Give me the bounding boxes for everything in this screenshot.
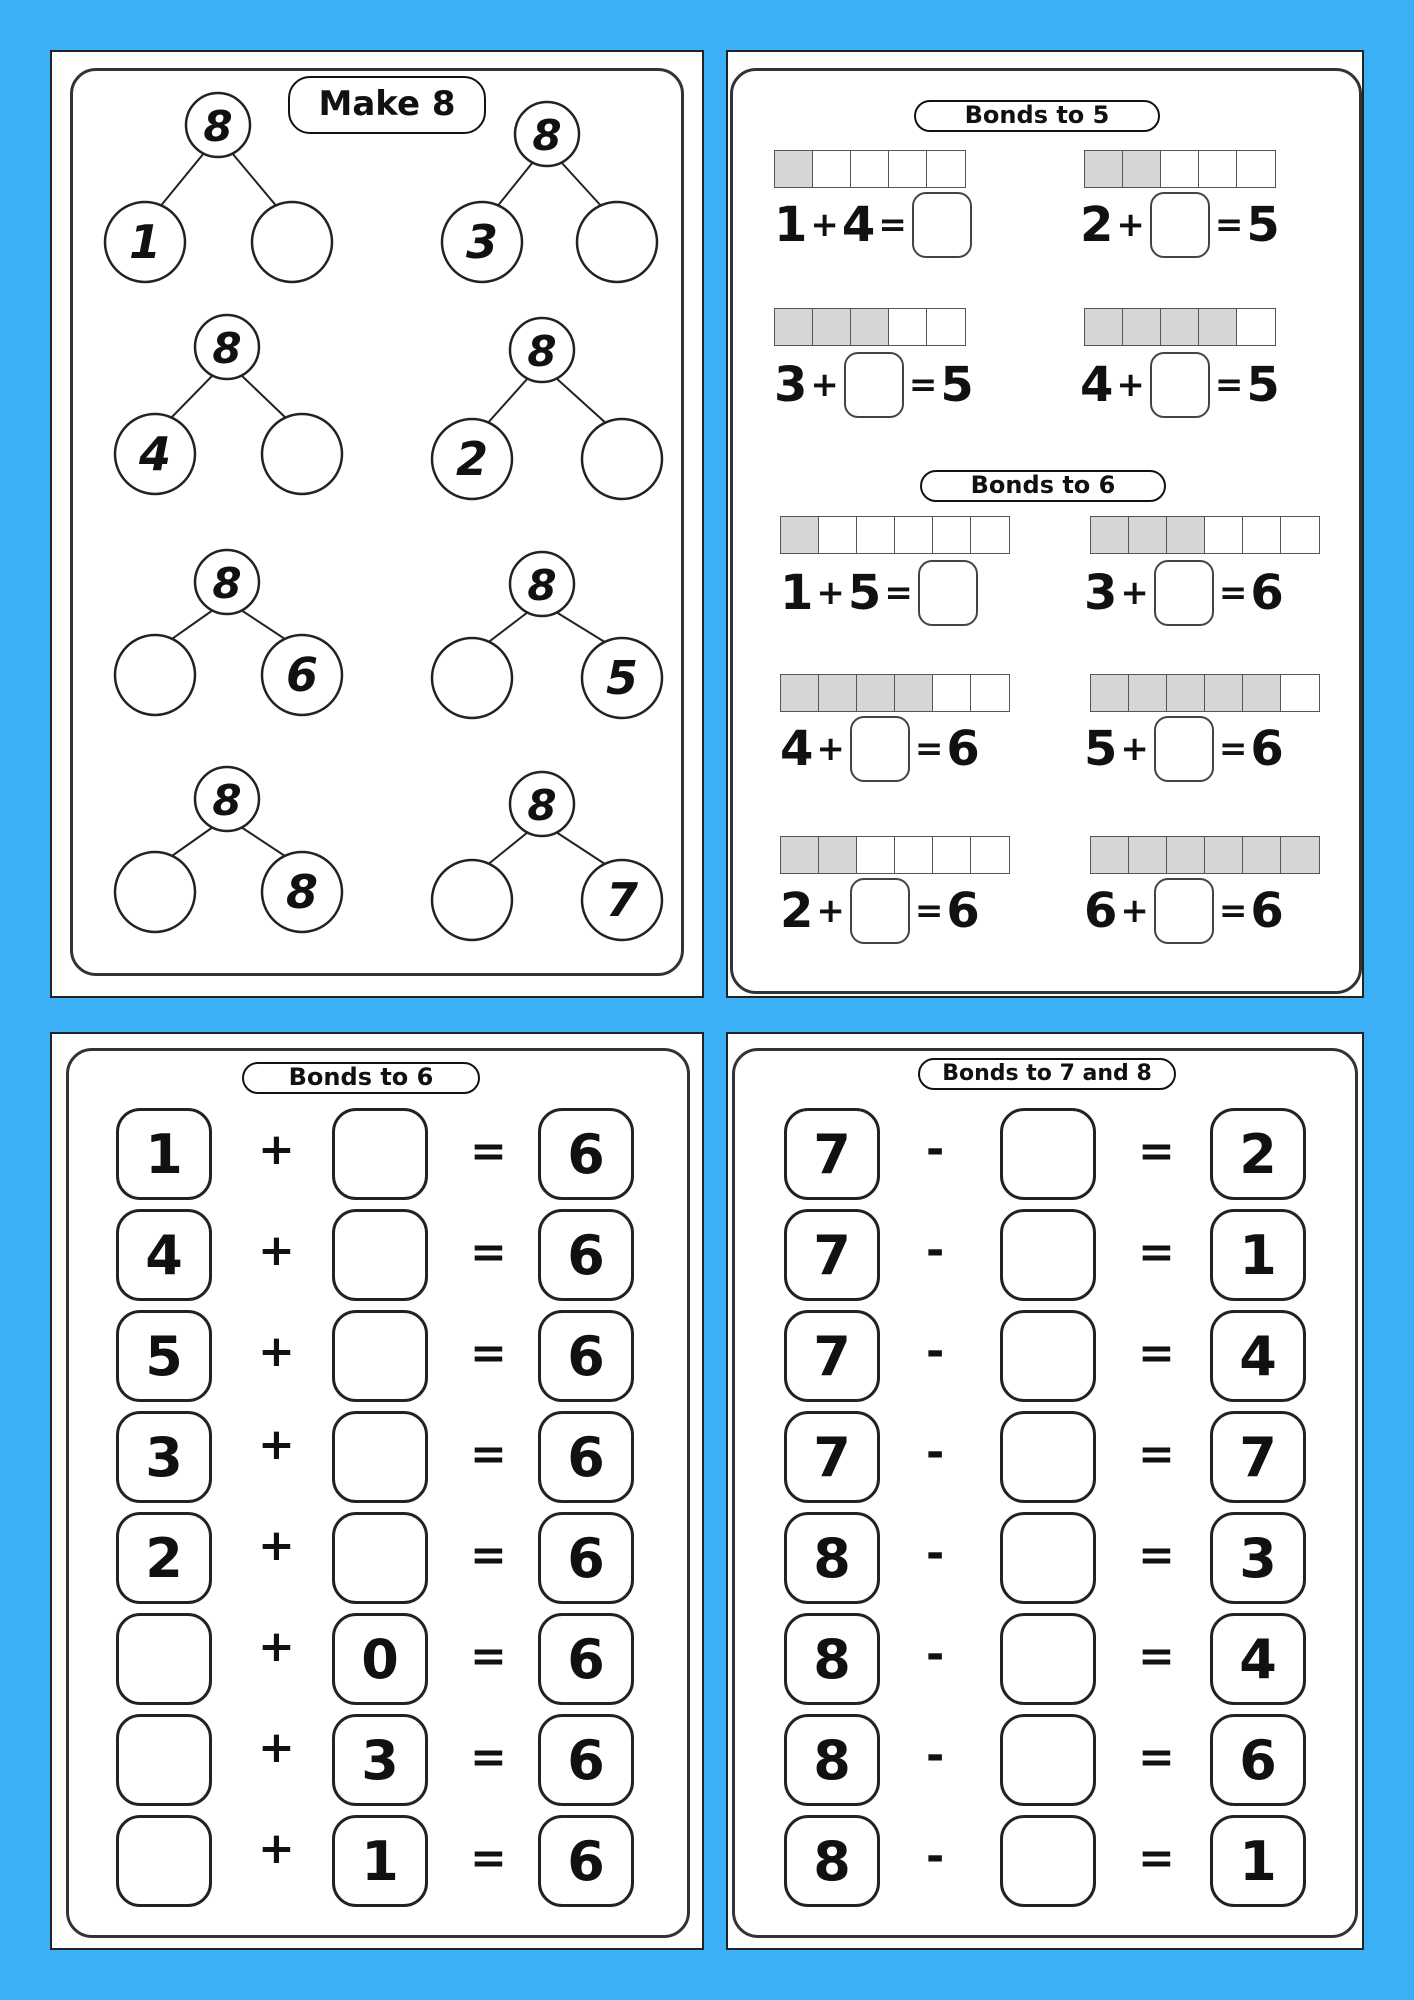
result-box: 6	[538, 1714, 634, 1806]
number-box: 0	[332, 1613, 428, 1705]
filled-cell	[1091, 837, 1129, 873]
bond-line	[241, 610, 288, 641]
whole-circle-number: 8	[527, 327, 557, 376]
minus-sign: -	[926, 1427, 945, 1478]
part-circle-right-number: 7	[605, 873, 639, 927]
addend-a: 1	[780, 565, 814, 621]
minus-sign: -	[926, 1326, 945, 1377]
equals-sign: =	[1218, 891, 1248, 931]
bond-line	[486, 612, 528, 644]
filled-cell	[1281, 837, 1319, 873]
section-title-bonds-5: Bonds to 5	[914, 100, 1160, 132]
filled-cell	[1091, 675, 1129, 711]
plus-sign: +	[1116, 205, 1145, 245]
addend-a: 4	[780, 721, 814, 777]
equals-sign: =	[1138, 1833, 1175, 1884]
equals-sign: =	[1138, 1227, 1175, 1278]
part-circle-left	[432, 638, 512, 718]
filled-cell	[1129, 517, 1167, 553]
equals-sign: =	[1138, 1126, 1175, 1177]
plus-sign: +	[816, 891, 845, 931]
sum: 5	[1246, 357, 1280, 413]
part-circle-left-number: 3	[465, 215, 499, 269]
number-box: 4	[116, 1209, 212, 1301]
plus-sign: +	[816, 729, 845, 769]
number-bond-tree	[115, 315, 342, 494]
equation	[1084, 560, 1284, 626]
sum: 6	[946, 721, 980, 777]
number-bond-trees	[52, 52, 706, 1000]
bond-line	[169, 610, 213, 641]
answer-box[interactable]	[1000, 1714, 1096, 1806]
equation	[1084, 878, 1284, 944]
equals-sign: =	[470, 1328, 507, 1379]
number-box: 1	[116, 1108, 212, 1200]
empty-cell	[971, 517, 1009, 553]
filled-cell	[781, 675, 819, 711]
equals-sign: =	[878, 205, 907, 245]
part-circle-left	[115, 852, 195, 932]
empty-cell	[1237, 309, 1275, 345]
bond-line	[241, 375, 288, 420]
result-box: 4	[1210, 1613, 1306, 1705]
equals-sign: =	[914, 729, 944, 769]
answer-box[interactable]	[116, 1714, 212, 1806]
equation	[774, 352, 974, 418]
ten-frame-bar	[780, 836, 1010, 874]
plus-sign: +	[1120, 891, 1149, 931]
bond-line	[169, 827, 213, 858]
filled-cell	[819, 837, 857, 873]
filled-cell	[1085, 309, 1123, 345]
answer-box[interactable]	[1154, 560, 1214, 626]
filled-cell	[1199, 309, 1237, 345]
filled-cell	[895, 675, 933, 711]
sum: 6	[1250, 721, 1284, 777]
result-box: 1	[1210, 1815, 1306, 1907]
empty-cell	[895, 517, 933, 553]
equation	[1084, 716, 1284, 782]
bond-line	[486, 378, 528, 425]
answer-box[interactable]	[332, 1209, 428, 1301]
answer-box[interactable]	[850, 716, 910, 782]
equals-sign: =	[1138, 1429, 1175, 1480]
empty-cell	[889, 309, 927, 345]
result-box: 7	[1210, 1411, 1306, 1503]
part-circle-right-number: 6	[285, 648, 319, 702]
equation-row	[728, 1411, 1362, 1495]
number-box: 3	[116, 1411, 212, 1503]
equation	[1080, 192, 1280, 258]
ten-frame-bar	[1090, 516, 1320, 554]
filled-cell	[819, 675, 857, 711]
part-circle-right	[577, 202, 657, 282]
empty-cell	[1237, 151, 1275, 187]
empty-cell	[819, 517, 857, 553]
part-circle-right	[582, 419, 662, 499]
answer-box[interactable]	[332, 1512, 428, 1604]
filled-cell	[1085, 151, 1123, 187]
minus-sign: -	[926, 1225, 945, 1276]
empty-cell	[933, 517, 971, 553]
number-bond-tree	[432, 552, 662, 718]
part-circle-left-number: 1	[128, 215, 162, 269]
sum: 5	[940, 357, 974, 413]
plus-sign: +	[258, 1722, 295, 1773]
ten-frame-bar	[1084, 308, 1276, 346]
equation-row	[52, 1411, 702, 1495]
result-box: 6	[538, 1512, 634, 1604]
answer-box[interactable]	[332, 1310, 428, 1402]
equation	[780, 560, 980, 626]
equation-row	[52, 1108, 702, 1192]
addend-a: 3	[774, 357, 808, 413]
filled-cell	[781, 517, 819, 553]
number-box: 7	[784, 1108, 880, 1200]
plus-sign: +	[1116, 365, 1145, 405]
plus-sign: +	[258, 1326, 295, 1377]
addend-a: 2	[780, 883, 814, 939]
minus-sign: -	[926, 1629, 945, 1680]
worksheet-bonds-6-boxes	[50, 1032, 704, 1950]
equation-row	[52, 1209, 702, 1293]
filled-cell	[1205, 675, 1243, 711]
result-box: 6	[1210, 1714, 1306, 1806]
equation-row	[52, 1714, 702, 1798]
result-box: 6	[538, 1310, 634, 1402]
equation-row	[728, 1209, 1362, 1293]
part-circle-right	[252, 202, 332, 282]
ten-frame-bar	[774, 308, 966, 346]
filled-cell	[1167, 675, 1205, 711]
equals-sign: =	[908, 365, 938, 405]
number-box: 8	[784, 1613, 880, 1705]
filled-cell	[775, 309, 813, 345]
answer-box[interactable]	[1000, 1815, 1096, 1907]
plus-sign: +	[1120, 573, 1149, 613]
worksheet-make-8	[50, 50, 704, 998]
answer-box[interactable]	[1150, 352, 1210, 418]
section-title-bonds-6: Bonds to 6	[920, 470, 1166, 502]
number-box: 8	[784, 1714, 880, 1806]
filled-cell	[781, 837, 819, 873]
answer-box[interactable]	[332, 1108, 428, 1200]
worksheet-bonds-5-6	[726, 50, 1364, 998]
bond-line	[169, 375, 213, 420]
answer-box[interactable]	[116, 1815, 212, 1907]
number-box: 3	[332, 1714, 428, 1806]
part-circle-left	[115, 635, 195, 715]
sum: 6	[1250, 883, 1284, 939]
equals-sign: =	[1138, 1530, 1175, 1581]
part-circle-left-number: 4	[138, 427, 172, 481]
answer-box[interactable]	[1000, 1512, 1096, 1604]
plus-sign: +	[258, 1621, 295, 1672]
equals-sign: =	[470, 1126, 507, 1177]
result-box: 3	[1210, 1512, 1306, 1604]
minus-sign: -	[926, 1124, 945, 1175]
equals-sign: =	[884, 573, 913, 613]
filled-cell	[1167, 837, 1205, 873]
result-box: 6	[538, 1209, 634, 1301]
addend-a: 5	[1084, 721, 1118, 777]
filled-cell	[1243, 837, 1281, 873]
part-circle-left-number: 2	[455, 432, 489, 486]
equals-sign: =	[1218, 729, 1248, 769]
equals-sign: =	[1218, 573, 1248, 613]
bond-line	[232, 153, 278, 208]
ten-frame-bar	[780, 516, 1010, 554]
worksheet-bonds-7-8	[726, 1032, 1364, 1950]
bond-line	[486, 832, 528, 866]
filled-cell	[1161, 309, 1199, 345]
number-box: 1	[332, 1815, 428, 1907]
equation-row	[52, 1310, 702, 1394]
number-bond-tree	[442, 102, 657, 282]
addend-a: 4	[1080, 357, 1114, 413]
number-box: 2	[116, 1512, 212, 1604]
equation-row	[52, 1512, 702, 1596]
filled-cell	[1123, 151, 1161, 187]
empty-cell	[851, 151, 889, 187]
filled-cell	[813, 309, 851, 345]
result-box: 6	[538, 1815, 634, 1907]
equals-sign: =	[470, 1833, 507, 1884]
plus-sign: +	[816, 573, 845, 613]
addend-b: 5	[847, 565, 882, 621]
equation-row	[52, 1815, 702, 1899]
addend-a: 1	[774, 197, 808, 253]
result-box: 6	[538, 1108, 634, 1200]
empty-cell	[813, 151, 851, 187]
empty-cell	[971, 675, 1009, 711]
filled-cell	[1205, 837, 1243, 873]
filled-cell	[1167, 517, 1205, 553]
number-box: 8	[784, 1512, 880, 1604]
answer-box[interactable]	[912, 192, 972, 258]
whole-circle-number: 8	[212, 776, 242, 825]
filled-cell	[1243, 675, 1281, 711]
equals-sign: =	[470, 1227, 507, 1278]
empty-cell	[889, 151, 927, 187]
equals-sign: =	[1138, 1732, 1175, 1783]
plus-sign: +	[810, 365, 839, 405]
addend-a: 6	[1084, 883, 1118, 939]
filled-cell	[1129, 837, 1167, 873]
answer-box[interactable]	[1000, 1411, 1096, 1503]
bond-line	[496, 162, 533, 208]
result-box: 6	[538, 1613, 634, 1705]
addend-a: 3	[1084, 565, 1118, 621]
answer-box[interactable]	[844, 352, 904, 418]
number-box: 7	[784, 1209, 880, 1301]
equation-row	[728, 1815, 1362, 1899]
addend-a: 2	[1080, 197, 1114, 253]
plus-sign: +	[258, 1520, 295, 1571]
minus-sign: -	[926, 1730, 945, 1781]
number-bond-tree	[432, 772, 662, 940]
equation	[780, 878, 980, 944]
answer-box[interactable]	[1154, 878, 1214, 944]
sum: 5	[1246, 197, 1280, 253]
filled-cell	[1091, 517, 1129, 553]
number-bond-tree	[432, 318, 662, 499]
part-circle-right-number: 5	[605, 651, 639, 705]
whole-circle-number: 8	[527, 561, 557, 610]
empty-cell	[857, 517, 895, 553]
part-circle-right	[262, 414, 342, 494]
addend-b: 4	[841, 197, 876, 253]
answer-box[interactable]	[1150, 192, 1210, 258]
answer-box[interactable]	[1000, 1310, 1096, 1402]
filled-cell	[1123, 309, 1161, 345]
empty-cell	[1281, 517, 1319, 553]
empty-cell	[1161, 151, 1199, 187]
bond-line	[556, 612, 608, 644]
equals-sign: =	[1214, 205, 1244, 245]
plus-sign: +	[810, 205, 839, 245]
bond-line	[556, 378, 608, 425]
empty-cell	[895, 837, 933, 873]
part-circle-right-number: 8	[285, 865, 319, 919]
number-box: 5	[116, 1310, 212, 1402]
equation-row	[728, 1108, 1362, 1192]
empty-cell	[1243, 517, 1281, 553]
answer-box[interactable]	[850, 878, 910, 944]
bond-line	[159, 153, 204, 208]
filled-cell	[857, 675, 895, 711]
bond-line	[241, 827, 288, 858]
ten-frame-bar	[1084, 150, 1276, 188]
empty-cell	[933, 837, 971, 873]
whole-circle-number: 8	[212, 324, 242, 373]
filled-cell	[775, 151, 813, 187]
equation-row	[728, 1310, 1362, 1394]
result-box: 4	[1210, 1310, 1306, 1402]
whole-circle-number: 8	[203, 102, 233, 151]
plus-sign: +	[258, 1225, 295, 1276]
number-box: 7	[784, 1310, 880, 1402]
equals-sign: =	[1138, 1328, 1175, 1379]
result-box: 1	[1210, 1209, 1306, 1301]
sum: 6	[1250, 565, 1284, 621]
empty-cell	[1281, 675, 1319, 711]
answer-box[interactable]	[918, 560, 978, 626]
answer-box[interactable]	[1000, 1613, 1096, 1705]
part-circle-left	[432, 860, 512, 940]
whole-circle-number: 8	[527, 781, 557, 830]
number-bond-tree	[105, 93, 332, 282]
equation-row	[728, 1714, 1362, 1798]
worksheet-title: Make 8	[288, 76, 486, 134]
ten-frame-bar	[780, 674, 1010, 712]
answer-box[interactable]	[1154, 716, 1214, 782]
equals-sign: =	[470, 1530, 507, 1581]
empty-cell	[857, 837, 895, 873]
result-box: 6	[538, 1411, 634, 1503]
answer-box[interactable]	[1000, 1108, 1096, 1200]
ten-frame-bar	[1090, 836, 1320, 874]
plus-sign: +	[258, 1419, 295, 1470]
ten-frame-bar	[774, 150, 966, 188]
whole-circle-number: 8	[212, 559, 242, 608]
whole-circle-number: 8	[532, 111, 562, 160]
ten-frame-bar	[1090, 674, 1320, 712]
equals-sign: =	[470, 1631, 507, 1682]
equation	[780, 716, 980, 782]
empty-cell	[1199, 151, 1237, 187]
equals-sign: =	[1214, 365, 1244, 405]
equals-sign: =	[1138, 1631, 1175, 1682]
plus-sign: +	[258, 1823, 295, 1874]
answer-box[interactable]	[1000, 1209, 1096, 1301]
plus-sign: +	[1120, 729, 1149, 769]
equals-sign: =	[470, 1732, 507, 1783]
minus-sign: -	[926, 1528, 945, 1579]
minus-sign: -	[926, 1831, 945, 1882]
answer-box[interactable]	[116, 1613, 212, 1705]
number-bond-tree	[115, 767, 342, 932]
empty-cell	[1205, 517, 1243, 553]
filled-cell	[851, 309, 889, 345]
empty-cell	[927, 151, 965, 187]
equation	[1080, 352, 1280, 418]
equals-sign: =	[914, 891, 944, 931]
answer-box[interactable]	[332, 1411, 428, 1503]
equation	[774, 192, 974, 258]
result-box: 2	[1210, 1108, 1306, 1200]
worksheet-title: Bonds to 7 and 8	[918, 1058, 1176, 1090]
filled-cell	[1129, 675, 1167, 711]
empty-cell	[971, 837, 1009, 873]
sum: 6	[946, 883, 980, 939]
number-bond-tree	[115, 550, 342, 715]
number-box: 8	[784, 1815, 880, 1907]
equation-row	[728, 1512, 1362, 1596]
bond-line	[561, 162, 603, 208]
empty-cell	[927, 309, 965, 345]
plus-sign: +	[258, 1124, 295, 1175]
equation-row	[52, 1613, 702, 1697]
empty-cell	[933, 675, 971, 711]
equals-sign: =	[470, 1429, 507, 1480]
number-box: 7	[784, 1411, 880, 1503]
equation-row	[728, 1613, 1362, 1697]
worksheet-title: Bonds to 6	[242, 1062, 480, 1094]
bond-line	[556, 832, 608, 866]
